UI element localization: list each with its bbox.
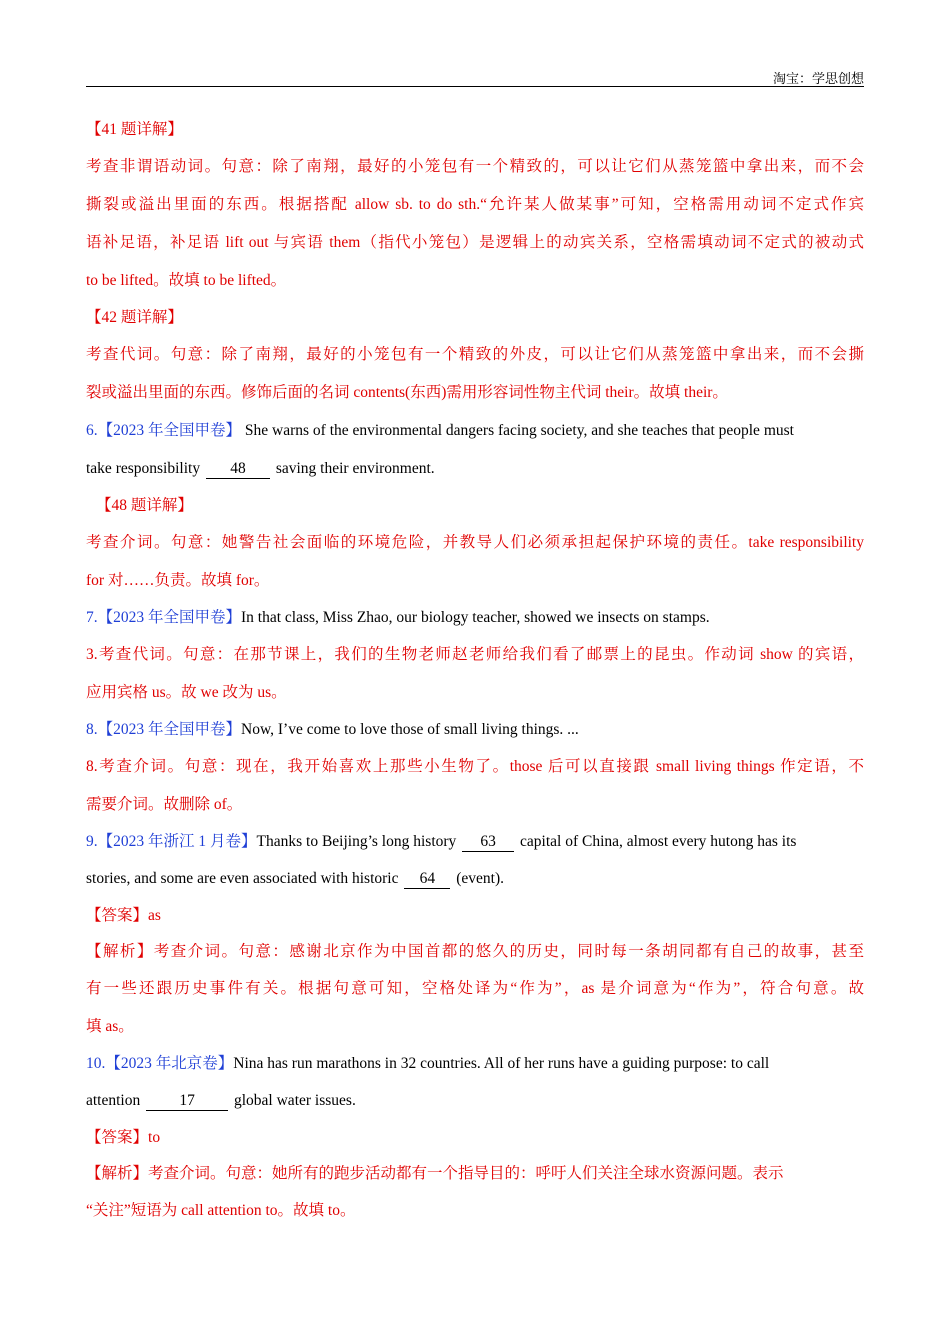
q7-source: 【2023 年全国甲卷】 xyxy=(97,609,242,626)
q9-question-line-2 xyxy=(86,860,864,898)
q10-answer xyxy=(86,1120,864,1156)
q9-analysis-line-3: 填 as。 xyxy=(86,1018,134,1035)
q7-text: In that class, Miss Zhao, our biology teacher, showed we insects on stamps. xyxy=(241,609,710,626)
q42-line-2: 裂或溢出里面的东西。修饰后面的名词 contents(东西)需用形容词性物主代词 their。故填 their。 xyxy=(86,384,728,401)
q7-explanation-1: 3.考查代词。句意：在那节课上，我们的生物老师赵老师给我们看了邮票上的昆虫。作动词 show 的宾语， xyxy=(86,646,864,663)
q10-analysis-text-1: 考查介词。句意：她所有的跑步活动都有一个指导目的：呼吁人们关注全球水资源问题。表示 xyxy=(148,1165,784,1182)
q9-blank-64: 64 xyxy=(404,870,450,889)
q9-analysis-text-1: 考查介词。句意：感谢北京作为中国首都的悠久的历史，同时每一条胡同都有自己的故事，甚至 xyxy=(153,943,864,960)
q9-answer-tag: 【答案】 xyxy=(86,907,149,924)
q9-answer xyxy=(86,898,864,934)
q8-question xyxy=(86,712,864,748)
document-body xyxy=(86,112,864,1230)
q10-question-line-2 xyxy=(86,1082,864,1120)
q6-explanation-1: 考查介词。句意：她警告社会面临的环境危险，并教导人们必须承担起保护环境的责任。take responsibility xyxy=(86,534,864,551)
q10-source: 【2023 年北京卷】 xyxy=(105,1055,234,1072)
q6-text-2a: take responsibility xyxy=(86,460,204,477)
q6-question-line-2 xyxy=(86,450,864,488)
q41-line-4: to be lifted。故填 to be lifted。 xyxy=(86,272,287,289)
q6-source: 【2023 年全国甲卷】 xyxy=(97,422,242,439)
q9-text-1b: capital of China, almost every hutong has its xyxy=(516,833,797,850)
q41-line-2: 撕裂或溢出里面的东西。根据搭配 allow sb. to do sth.“允许某人做某事”可知，空格需用动词不定式作宾 xyxy=(86,196,864,213)
q10-text-1: Nina has run marathons in 32 countries. All of her runs have a guiding purpose: to call xyxy=(233,1055,770,1072)
q10-question-line-1 xyxy=(86,1046,864,1082)
q10-text-2a: attention xyxy=(86,1092,145,1109)
q7-question xyxy=(86,600,864,636)
q7-explanation-2: 应用宾格 us。故 we 改为 us。 xyxy=(86,684,287,701)
q10-analysis-line-2: “关注”短语为 call attention to。故填 to。 xyxy=(86,1202,356,1219)
q41-line-1: 考查非谓语动词。句意：除了南翔，最好的小笼包有一个精致的，可以让它们从蒸笼篮中拿出来，而不会 xyxy=(86,158,864,175)
q41-tag: 【41 题详解】 xyxy=(86,121,183,138)
q42-line-1: 考查代词。句意：除了南翔，最好的小笼包有一个精致的外皮，可以让它们从蒸笼篮中拿出来，而不会撕 xyxy=(86,346,864,363)
page-header xyxy=(86,66,864,87)
q10-answer-tag: 【答案】 xyxy=(86,1129,149,1146)
q9-blank-63: 63 xyxy=(462,833,514,852)
q9-analysis-line-2: 有一些还跟历史事件有关。根据句意可知，空格处译为“作为”，as 是介词意为“作为”，符合句意。故 xyxy=(86,980,864,997)
q48-tag: 【48 题详解】 xyxy=(96,497,193,514)
q8-text: Now, I’ve come to love those of small living things. ... xyxy=(241,721,579,738)
q9-answer-value: as xyxy=(148,907,161,924)
q10-answer-value: to xyxy=(148,1129,161,1146)
header-text: 淘宝：学思创想 xyxy=(772,71,864,86)
q10-number: 10. xyxy=(86,1055,106,1072)
q9-number: 9. xyxy=(86,833,98,850)
q10-text-2b: global water issues. xyxy=(230,1092,356,1109)
q9-question-line-1 xyxy=(86,824,864,860)
q6-text-2b: saving their environment. xyxy=(271,460,435,477)
q42-tag: 【42 题详解】 xyxy=(86,309,183,326)
q6-text-1: She warns of the environmental dangers facing society, and she teaches that people must xyxy=(241,422,794,439)
q6-question-line-1 xyxy=(86,412,864,450)
q6-blank: 48 xyxy=(206,460,270,479)
q10-blank: 17 xyxy=(146,1092,228,1111)
q9-analysis-line-1 xyxy=(86,934,864,970)
q6-explanation-2: for 对……负责。故填 for。 xyxy=(86,572,270,589)
q8-explanation-2: 需要介词。故删除 of。 xyxy=(86,796,243,813)
q7-number: 7. xyxy=(86,609,98,626)
q8-number: 8. xyxy=(86,721,98,738)
q6-number: 6. xyxy=(86,422,98,439)
q8-source: 【2023 年全国甲卷】 xyxy=(97,721,242,738)
q9-text-2b: (event). xyxy=(452,870,505,887)
q9-source: 【2023 年浙江 1 月卷】 xyxy=(97,833,257,850)
q9-text-2a: stories, and some are even associated with historic xyxy=(86,870,403,887)
q9-analysis-tag: 【解析】 xyxy=(86,943,154,960)
q8-explanation-1: 8.考查介词。句意：现在，我开始喜欢上那些小生物了。those 后可以直接跟 small living things 作定语，不 xyxy=(86,758,864,775)
q41-line-3: 语补足语，补足语 lift out 与宾语 them（指代小笼包）是逻辑上的动宾关系，空格需填动词不定式的被动式 xyxy=(86,234,864,251)
q10-analysis-tag: 【解析】 xyxy=(86,1165,149,1182)
q9-text-1a: Thanks to Beijing’s long history xyxy=(256,833,461,850)
q10-analysis-line-1 xyxy=(86,1156,864,1192)
